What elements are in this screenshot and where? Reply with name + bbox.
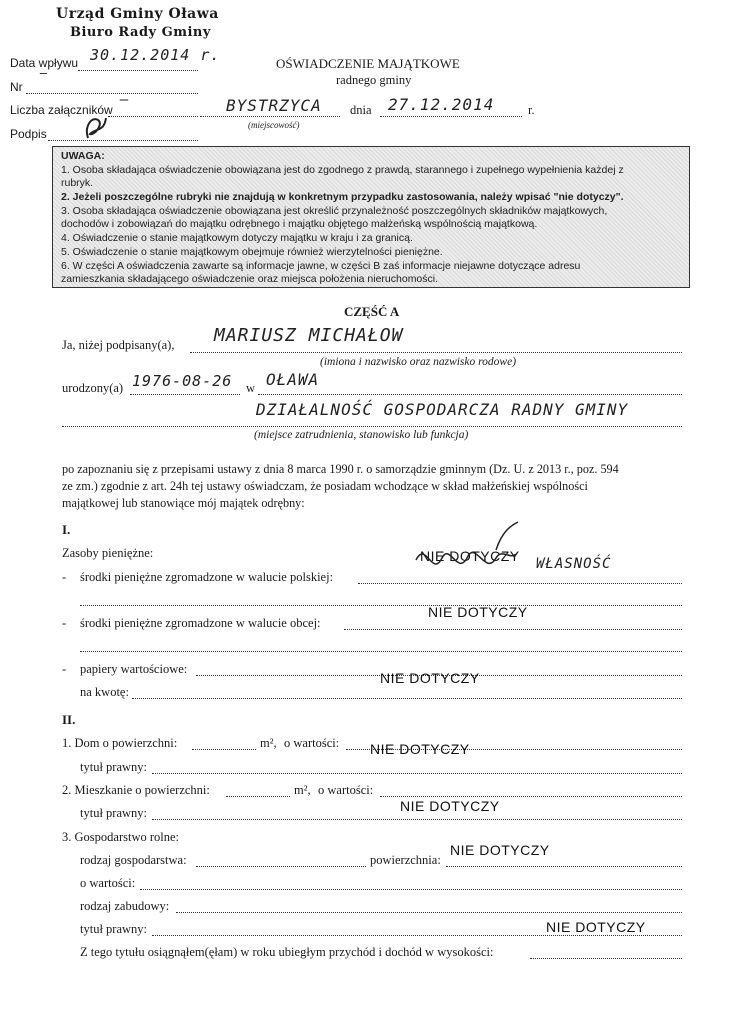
farm-title-value: NIE DOTYCZY [546,919,646,935]
receipt-date-value: 30.12.2014 r. [90,46,221,64]
place-line [200,116,340,117]
pln-label: środki pieniężne zgromadzone w walucie polskiej: [80,570,334,584]
farm-worth-line [140,889,682,890]
signature-line [48,140,198,141]
farm-title-label: tytuł prawny: [80,922,148,936]
job-caption: (miejsce zatrudnienia, stanowisko lub funkcja) [254,429,469,441]
securities-value: NIE DOTYCZY [380,670,480,686]
farm-title-line [152,935,682,936]
farm-label: 3. Gospodarstwo rolne: [62,830,179,844]
intro-line: ze zm.) zgodnie z art. 24h tej ustawy oświadczam, że posiadam wchodzące w skład małżeńskiej wspólności [62,479,588,493]
flat-value-line [380,796,682,797]
flat-unit: m², [294,783,311,797]
foreign-label: środki pieniężne zgromadzone w walucie obcej: [80,616,321,630]
bullet-dash: - [62,570,67,584]
house-title-line [152,773,682,774]
notice-item: dochodów i zobowiązań do majątku odrębnego i majątku objętego małżeńską wspólnością majątkową. [61,218,538,230]
amount-label: na kwotę: [80,685,129,699]
name-line [190,352,682,353]
notice-item: 1. Osoba składająca oświadczenie obowiązana jest do zgodnego z prawdą, starannego i zupełnego wypełnienia każdej z [61,164,624,176]
signature-label: Podpis [10,127,47,141]
notice-item: 4. Oświadczenie o stanie majątkowym dotyczy majątku w kraju i za granicą. [61,232,413,244]
document-subtitle: radnego gminy [336,73,412,87]
pln-scribble [406,520,526,582]
farm-build-line [176,912,682,913]
resources-label: Zasoby pieniężne: [62,546,154,560]
bullet-dash: - [62,616,67,630]
name-caption: (imiona i nazwisko oraz nazwisko rodowe) [320,356,517,368]
flat-value-label: o wartości: [318,783,374,797]
attachments-line [108,116,198,117]
job-line [62,426,682,427]
document-title: OŚWIADCZENIE MAJĄTKOWE [276,56,460,71]
pln-value: NIE DOTYCZY [420,548,520,564]
flat-value: NIE DOTYCZY [400,798,500,814]
flat-title-label: tytuł prawny: [80,806,148,820]
receipt-date-line [78,70,198,71]
attachments-label: Liczba załączników [10,103,113,117]
foreign-line [344,629,682,630]
farm-area-line [446,866,682,867]
pln-line [358,583,682,584]
farm-value: NIE DOTYCZY [450,842,550,858]
notice-item: 2. Jeżeli poszczególne rubryki nie znajdują w konkretnym przypadku zastosowania, należy wpisać "nie dotyczy". [61,191,624,203]
farm-worth-label: o wartości: [80,876,136,890]
nr-value: — [40,66,49,80]
born-label: urodzony(a) [62,381,124,395]
pln-line-2 [80,605,682,606]
farm-type-label: rodzaj gospodarstwa: [80,853,187,867]
office-department: Biuro Rady Gminy [70,25,211,40]
house-value: NIE DOTYCZY [370,741,470,757]
date-value: 27.12.2014 [388,95,495,114]
notice-item: 3. Osoba składająca oświadczenie obowiązana jest określić przynależność poszczególnych składników majątkowych, [61,205,608,217]
income-label: Z tego tytułu osiągnąłem(ęłam) w roku ubiegłym przychód i dochód w wysokości: [80,945,494,959]
farm-build-label: rodzaj zabudowy: [80,899,170,913]
born-in-label: w [246,381,256,395]
flat-area-line [226,796,290,797]
section-1-numeral: I. [62,522,71,537]
date-line [380,116,522,117]
income-line [530,958,682,959]
nr-label: Nr [10,80,23,94]
date-suffix: r. [528,103,535,117]
foreign-line-2 [80,651,682,652]
place-caption: (miejscowość) [248,120,300,130]
name-value: MARIUSZ MICHAŁOW [214,325,404,346]
part-a-heading: CZĘŚĆ A [344,304,400,319]
house-area-line [192,749,256,750]
born-date-line [130,394,240,395]
born-place-value: OŁAWA [266,370,320,389]
intro-line: po zapoznaniu się z przepisami ustawy z dnia 8 marca 1990 r. o samorządzie gminnym (Dz. U. z 2013 r., poz. 594 [62,462,619,476]
notice-item: rubryk. [61,177,94,189]
notice-item: zamieszkania składającego oświadczenie oraz miejsca położenia nieruchomości. [61,273,439,285]
intro-line: majątkowej lub stanowiące mój majątek odrębny: [62,496,305,510]
office-name: Urząd Gminy Oława [56,6,219,22]
place-value: BYSTRZYCA [226,96,322,115]
bullet-dash: - [62,662,67,676]
receipt-date-label: Data wpływu [10,56,79,70]
nr-line [26,93,198,94]
pln-value-2: WŁASNOŚĆ [536,556,612,572]
house-label: 1. Dom o powierzchni: [62,736,178,750]
notice-box [52,146,690,288]
born-date-value: 1976-08-26 [132,372,233,390]
foreign-value: NIE DOTYCZY [428,604,528,620]
house-value-label: o wartości: [284,736,340,750]
section-2-numeral: II. [62,712,76,727]
job-value: DZIAŁALNOŚĆ GOSPODARCZA RADNY GMINY [256,400,629,419]
securities-label: papiery wartościowe: [80,662,188,676]
notice-title: UWAGA: [61,150,105,162]
farm-area-label: powierzchnia: [370,853,441,867]
name-label: Ja, niżej podpisany(a), [62,338,175,352]
house-unit: m², [260,736,277,750]
flat-title-line [152,819,682,820]
flat-label: 2. Mieszkanie o powierzchni: [62,783,210,797]
notice-item: 6. W części A oświadczenia zawarte są informacje jawne, w części B zaś informacje niejawne dotyczące adresu [61,260,581,272]
attachments-value: — [120,92,130,108]
born-place-line [258,394,682,395]
amount-line [132,698,682,699]
date-label: dnia [350,103,372,117]
receipt-signature-mark [82,112,110,144]
house-title-label: tytuł prawny: [80,760,148,774]
farm-type-line [196,866,366,867]
notice-item: 5. Oświadczenie o stanie majątkowym obejmuje również wierzytelności pieniężne. [61,246,443,258]
